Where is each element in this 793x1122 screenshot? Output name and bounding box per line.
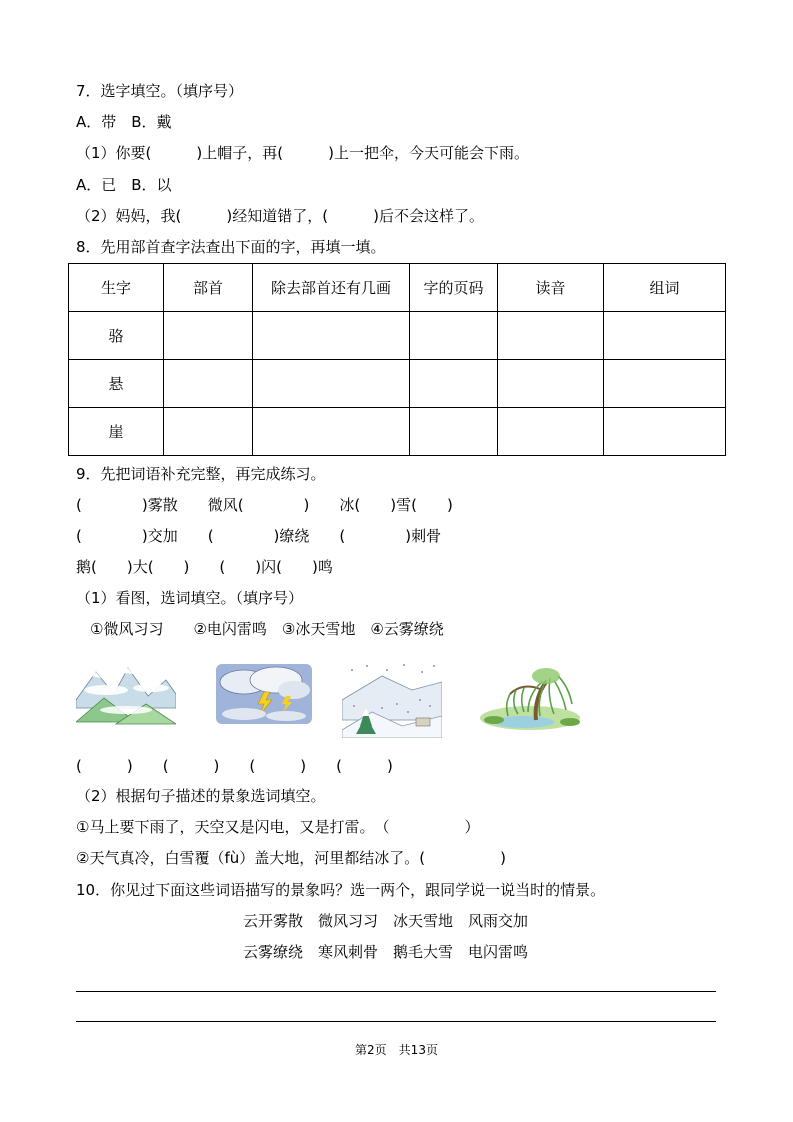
header-cell: 读音: [498, 264, 604, 312]
q7-item-2: （2）妈妈，我( )经知道错了，( )后不会这样了。: [76, 207, 484, 225]
thunderstorm-picture: [214, 660, 314, 728]
q10-words-1: 云开雾散 微风习习 冰天雪地 风雨交加: [243, 912, 529, 930]
table-header-row: [69, 264, 726, 312]
q7-item-1: （1）你要( )上帽子，再( )上一把伞，今天可能会下雨。: [76, 144, 529, 162]
answer-cell[interactable]: [604, 360, 726, 408]
header-cell: 字的页码: [410, 264, 498, 312]
answer-cell[interactable]: [604, 312, 726, 360]
answer-line-1[interactable]: [76, 991, 716, 992]
answer-cell[interactable]: [253, 312, 410, 360]
answer-cell[interactable]: [253, 360, 410, 408]
answer-cell[interactable]: [253, 408, 410, 456]
q7-title: 7．选字填空。（填序号）: [76, 82, 244, 100]
char-cell: 骆: [69, 312, 164, 360]
table-row: [69, 312, 726, 360]
answer-cell[interactable]: [498, 408, 604, 456]
answer-cell[interactable]: [498, 360, 604, 408]
answer-cell[interactable]: [164, 312, 253, 360]
header-cell: 部首: [164, 264, 253, 312]
answer-line-2[interactable]: [76, 1021, 716, 1022]
q9-sentence-1: ①马上要下雨了，天空又是闪电，又是打雷。 （ ）: [76, 818, 480, 836]
radical-lookup-table: [68, 263, 726, 456]
snowy-landscape-picture: [342, 660, 442, 738]
header-cell: 组词: [604, 264, 726, 312]
q9-title: 9．先把词语补充完整，再完成练习。: [76, 465, 326, 483]
q9-line-3: 鹅( )大( ) ( )闪( )鸣: [76, 558, 333, 576]
header-cell: 生字: [69, 264, 164, 312]
q7-options-1: A．带 B．戴: [76, 113, 172, 131]
answer-cell[interactable]: [164, 360, 253, 408]
mountains-clouds-picture: [76, 660, 176, 728]
q10-words-2: 云雾缭绕 寒风刺骨 鹅毛大雪 电闪雷鸣: [243, 943, 529, 961]
q10-title: 10．你见过下面这些词语描写的景象吗？选一两个，跟同学说一说当时的情景。: [76, 881, 606, 899]
page-footer: 第2页 共13页: [355, 1043, 438, 1057]
q9-picture-answers: ( ) ( ) ( ) ( ): [76, 757, 393, 775]
answer-cell[interactable]: [164, 408, 253, 456]
q9-sub-2: （2）根据句子描述的景象选词填空。: [76, 787, 326, 805]
q9-line-2: ( )交加 ( )缭绕 ( )刺骨: [76, 527, 442, 545]
char-cell: 悬: [69, 360, 164, 408]
answer-cell[interactable]: [410, 408, 498, 456]
q9-choices: ①微风习习 ②电闪雷鸣 ③冰天雪地 ④云雾缭绕: [90, 620, 444, 638]
table-row: [69, 360, 726, 408]
answer-cell[interactable]: [410, 360, 498, 408]
answer-cell[interactable]: [604, 408, 726, 456]
header-cell: 除去部首还有几画: [253, 264, 410, 312]
q9-sub-1: （1）看图，选词填空。（填序号）: [76, 589, 304, 607]
table-row: [69, 408, 726, 456]
answer-cell[interactable]: [498, 312, 604, 360]
answer-cell[interactable]: [410, 312, 498, 360]
q7-options-2: A．已 B．以: [76, 176, 172, 194]
char-cell: 崖: [69, 408, 164, 456]
q9-sentence-2: ②天气真冷，白雪覆（fù）盖大地，河里都结冰了。( ): [76, 849, 506, 867]
q8-title: 8．先用部首查字法查出下面的字，再填一填。: [76, 238, 386, 256]
willow-breeze-picture: [480, 660, 580, 732]
q9-line-1: ( )雾散 微风( ) 冰( )雪( ): [76, 496, 453, 514]
